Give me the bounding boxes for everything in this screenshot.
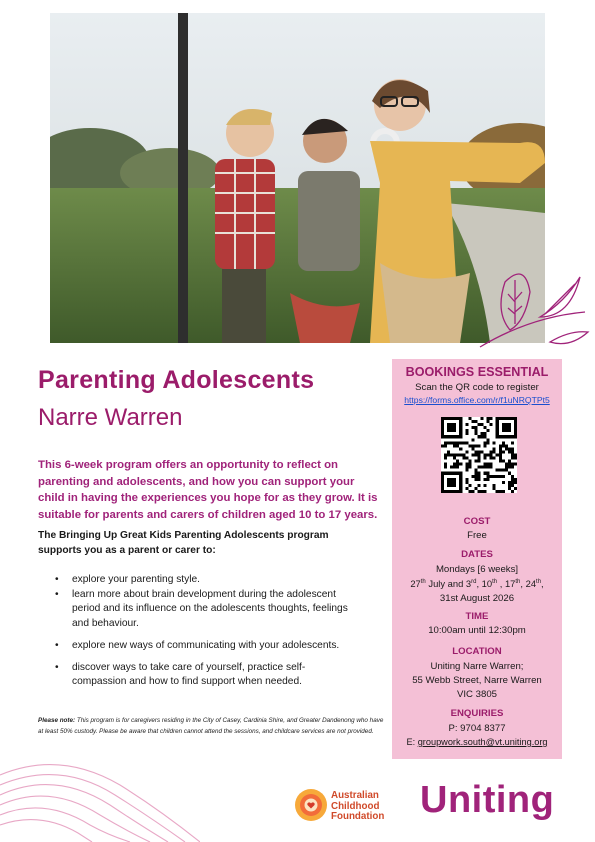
email-link[interactable]: groupwork.south@vt.uniting.org: [417, 737, 548, 747]
location-line-1: Uniting Narre Warren;: [430, 661, 524, 672]
bullet-icon: •: [55, 589, 59, 601]
note-label: Please note:: [38, 717, 76, 724]
page-subtitle: Narre Warren: [38, 404, 183, 431]
registration-link[interactable]: https://forms.office.com/r/f1uNRQTPt5: [404, 395, 550, 405]
list-item: • explore your parenting style.: [55, 573, 355, 587]
list-item: • learn more about brain development during the adolescent period and its influence on the adolescents thoughts, feelings and behaviour.: [55, 589, 348, 629]
cost-value: Free: [467, 530, 487, 541]
bullet-icon: •: [55, 662, 59, 674]
program-lead-text: The Bringing Up Great Kids Parenting Adolescents program supports you as a parent or carer to:: [38, 530, 329, 556]
list-item: • explore new ways of communicating with your adolescents.: [55, 639, 355, 653]
page-title: Parenting Adolescents: [38, 366, 315, 394]
swirl-decoration-icon: [0, 745, 200, 842]
location-line-2: 55 Webb Street, Narre Warren: [412, 675, 542, 686]
uniting-logo: Uniting: [420, 779, 555, 821]
acf-logo-text: Australian Childhood Foundation: [331, 790, 385, 823]
location-heading: LOCATION: [452, 646, 502, 657]
list-item: • discover ways to take care of yourself, practice self-compassion and how to find support when needed.: [55, 662, 306, 688]
time-heading: TIME: [465, 611, 489, 622]
benefits-list: [55, 573, 355, 697]
qr-code[interactable]: [441, 417, 517, 493]
dates-line-1: Mondays [6 weeks]: [435, 564, 519, 575]
intro-paragraph: This 6-week program offers an opportunity to reflect on parenting and adolescents, and how you can support your child in having the experiences you hope for as they grow. It is suitable for parents and carers of children aged 10 to 17 years.: [38, 459, 378, 521]
leaf-decoration-icon: [470, 262, 590, 352]
enquiries-heading: ENQUIRIES: [450, 708, 504, 719]
email-line: E: groupwork.south@vt.uniting.org: [406, 737, 548, 747]
bullet-icon: •: [55, 574, 59, 585]
phone-number: P: 9704 8377: [448, 723, 506, 734]
cost-heading: COST: [463, 516, 491, 527]
bookings-heading: BOOKINGS ESSENTIAL: [405, 365, 549, 379]
note-text: Please note: This program is for caregivers residing in the City of Casey, Cardinia Shire, and Greater Dandenong who have at least 50% custody. Please be aware that children cannot attend the sessions, and childcare services are not provided.: [38, 717, 384, 735]
bullet-icon: •: [55, 639, 59, 651]
location-line-3: VIC 3805: [456, 689, 497, 700]
time-value: 10:00am until 12:30pm: [428, 625, 526, 636]
scan-text: Scan the QR code to register: [415, 382, 539, 393]
acf-logo-icon: [294, 788, 328, 822]
dates-line-2: 27th July and 3rd, 10th , 17th, 24th,: [410, 578, 544, 589]
dates-line-3: 31st August 2026: [439, 593, 515, 604]
info-panel: [392, 359, 562, 759]
dates-heading: DATES: [461, 549, 493, 560]
